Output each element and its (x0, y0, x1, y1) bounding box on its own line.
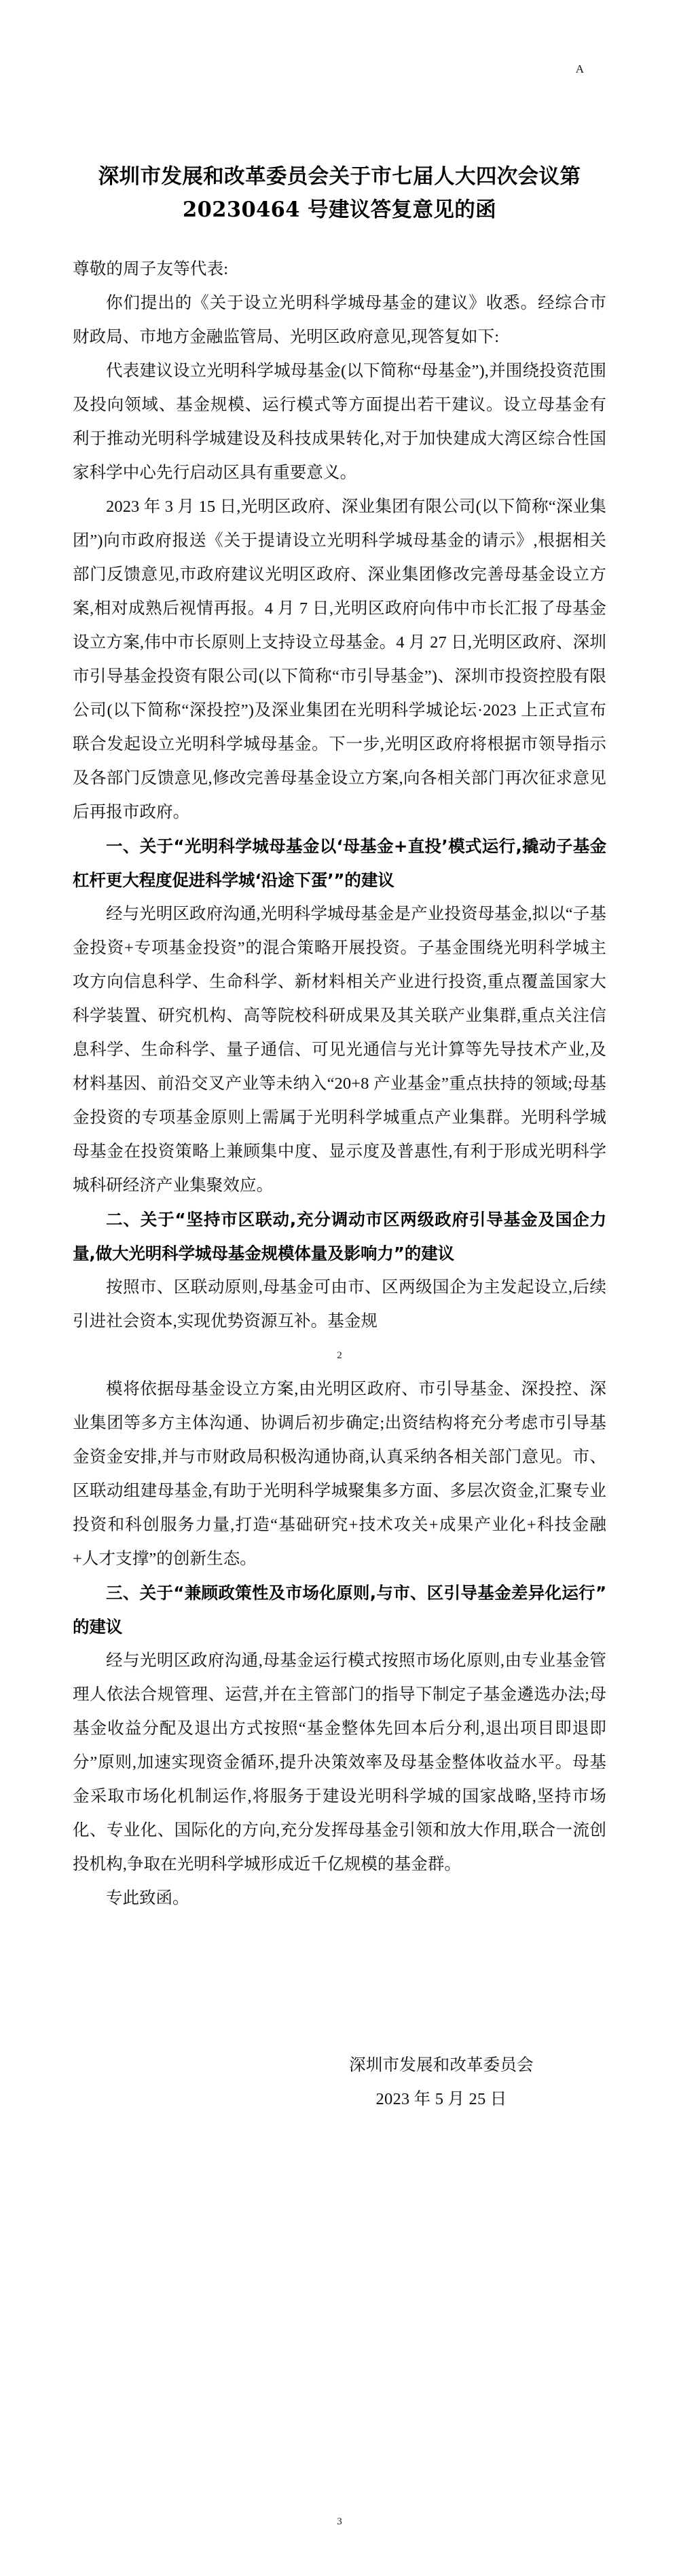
signature-date: 2023 年 5 月 25 日 (375, 2090, 507, 2108)
signature-organization: 深圳市发展和改革委员会 (349, 2056, 534, 2074)
intro-paragraph-3: 2023 年 3 月 15 日,光明区政府、深业集团有限公司(以下简称“深业集团”)向市政府报送《关于提请设立光明科学城母基金的请示》,根据相关部门反馈意见,市政府建议光明区政府、深业集团修改完善母基金设立方案,相对成熟后视情再报。4 月 7 日,光明区政府向伟中市长汇报了母基金设立方案,伟中市长原则上支持设立母基金。4 月 27 日,光明区政府、深圳市引导基金投资有限公司(以下简称“市引导基金”)、深圳市投资控股有限公司(以下简称“深投控”)及深业集团在光明科学城论坛·2023 上正式宣布联合发起设立光明科学城母基金。下一步,光明区政府将根据市领导指示及各部门反馈意见,修改完善母基金设立方案,向各相关部门再次征求意见后再报市政府。 (73, 498, 606, 821)
section-heading-3: 三、关于“兼顾政策性及市场化原则,与市、区引导基金差异化运行”的建议 (73, 1583, 606, 1637)
section-body-2-before-break: 按照市、区联动原则,母基金可由市、区两级国企为主发起设立,后续引进社会资本,实现优势资源互补。基金规 (73, 1278, 606, 1330)
document-content (73, 0, 606, 2116)
intro-paragraph-1: 你们提出的《关于设立光明科学城母基金的建议》收悉。经综合市财政局、市地方金融监管局、光明区政府意见,现答复如下: (73, 294, 606, 346)
section-body-1: 经与光明区政府沟通,光明科学城母基金是产业投资母基金,拟以“子基金投资+专项基金投资”的混合策略开展投资。子基金围绕光明科学城主攻方向信息科学、生命科学、新材料相关产业进行投资,重点覆盖国家大科学装置、研究机构、高等院校科研成果及其关联产业集群,重点关注信息科学、生命科学、量子通信、可见光通信与光计算等先导技术产业,及材料基因、前沿交叉产业等未纳入“20+8 产业基金”重点扶持的领域;母基金投资的专项基金原则上需属于光明科学城重点产业集群。光明科学城母基金在投资策略上兼顾集中度、显示度及普惠性,有利于形成光明科学城科研经济产业集聚效应。 (73, 905, 606, 1195)
page-folio-mid: 2 (337, 1349, 342, 1361)
page-folio-bottom: 3 (337, 2516, 342, 2527)
closing-line: 专此致函。 (106, 1889, 189, 1907)
section-heading-2: 二、关于“坚持市区联动,充分调动市区两级政府引导基金及国企力量,做大光明科学城母基金规模体量及影响力”的建议 (73, 1210, 606, 1263)
section-body-3: 经与光明区政府沟通,母基金运行模式按照市场化原则,由专业基金管理人依法合规管理、运营,并在主管部门的指导下制定子基金遴选办法;母基金收益分配及退出方式按照“基金整体先回本后分利,退出项目即退即分”原则,加速实现资金循环,提升决策效率及母基金整体收益水平。母基金采取市场化机制运作,将服务于建设光明科学城的国家战略,坚持市场化、专业化、国际化的方向,充分发挥母基金引领和放大作用,联合一流创投机构,争取在光明科学城形成近千亿规模的基金群。 (73, 1651, 606, 1873)
section-body-2-after-break: 模将依据母基金设立方案,由光明区政府、市引导基金、深投控、深业集团等多方主体沟通、协调后初步确定;出资结构将充分考虑市引导基金资金安排,并与市财政局积极沟通协商,认真采纳各相关部门意见。市、区联动组建母基金,有助于光明科学城聚集多方面、多层次资金,汇聚专业投资和科创服务力量,打造“基础研究+技术攻关+成果产业化+科技金融+人才支撑”的创新生态。 (73, 1380, 606, 1568)
corner-marker-label: A (575, 62, 584, 75)
page-title: 深圳市发展和改革委员会关于市七届人大四次会议第 20230464 号建议答复意见的函 (98, 164, 581, 222)
intro-paragraph-2: 代表建议设立光明科学城母基金(以下简称“母基金”),并围绕投资范围及投向领域、基金规模、运行模式等方面提出若干建议。设立母基金有利于推动光明科学城建设及科技成果转化,对于加快建成大湾区综合性国家科学中心先行启动区具有重要意义。 (73, 362, 606, 482)
section-heading-1: 一、关于“光明科学城母基金以‘母基金+直投’模式运行,撬动子基金杠杆更大程度促进科学城‘沿途下蛋’”的建议 (73, 836, 606, 890)
signature-block (73, 2049, 606, 2116)
salutation: 尊敬的周子友等代表: (73, 260, 229, 278)
